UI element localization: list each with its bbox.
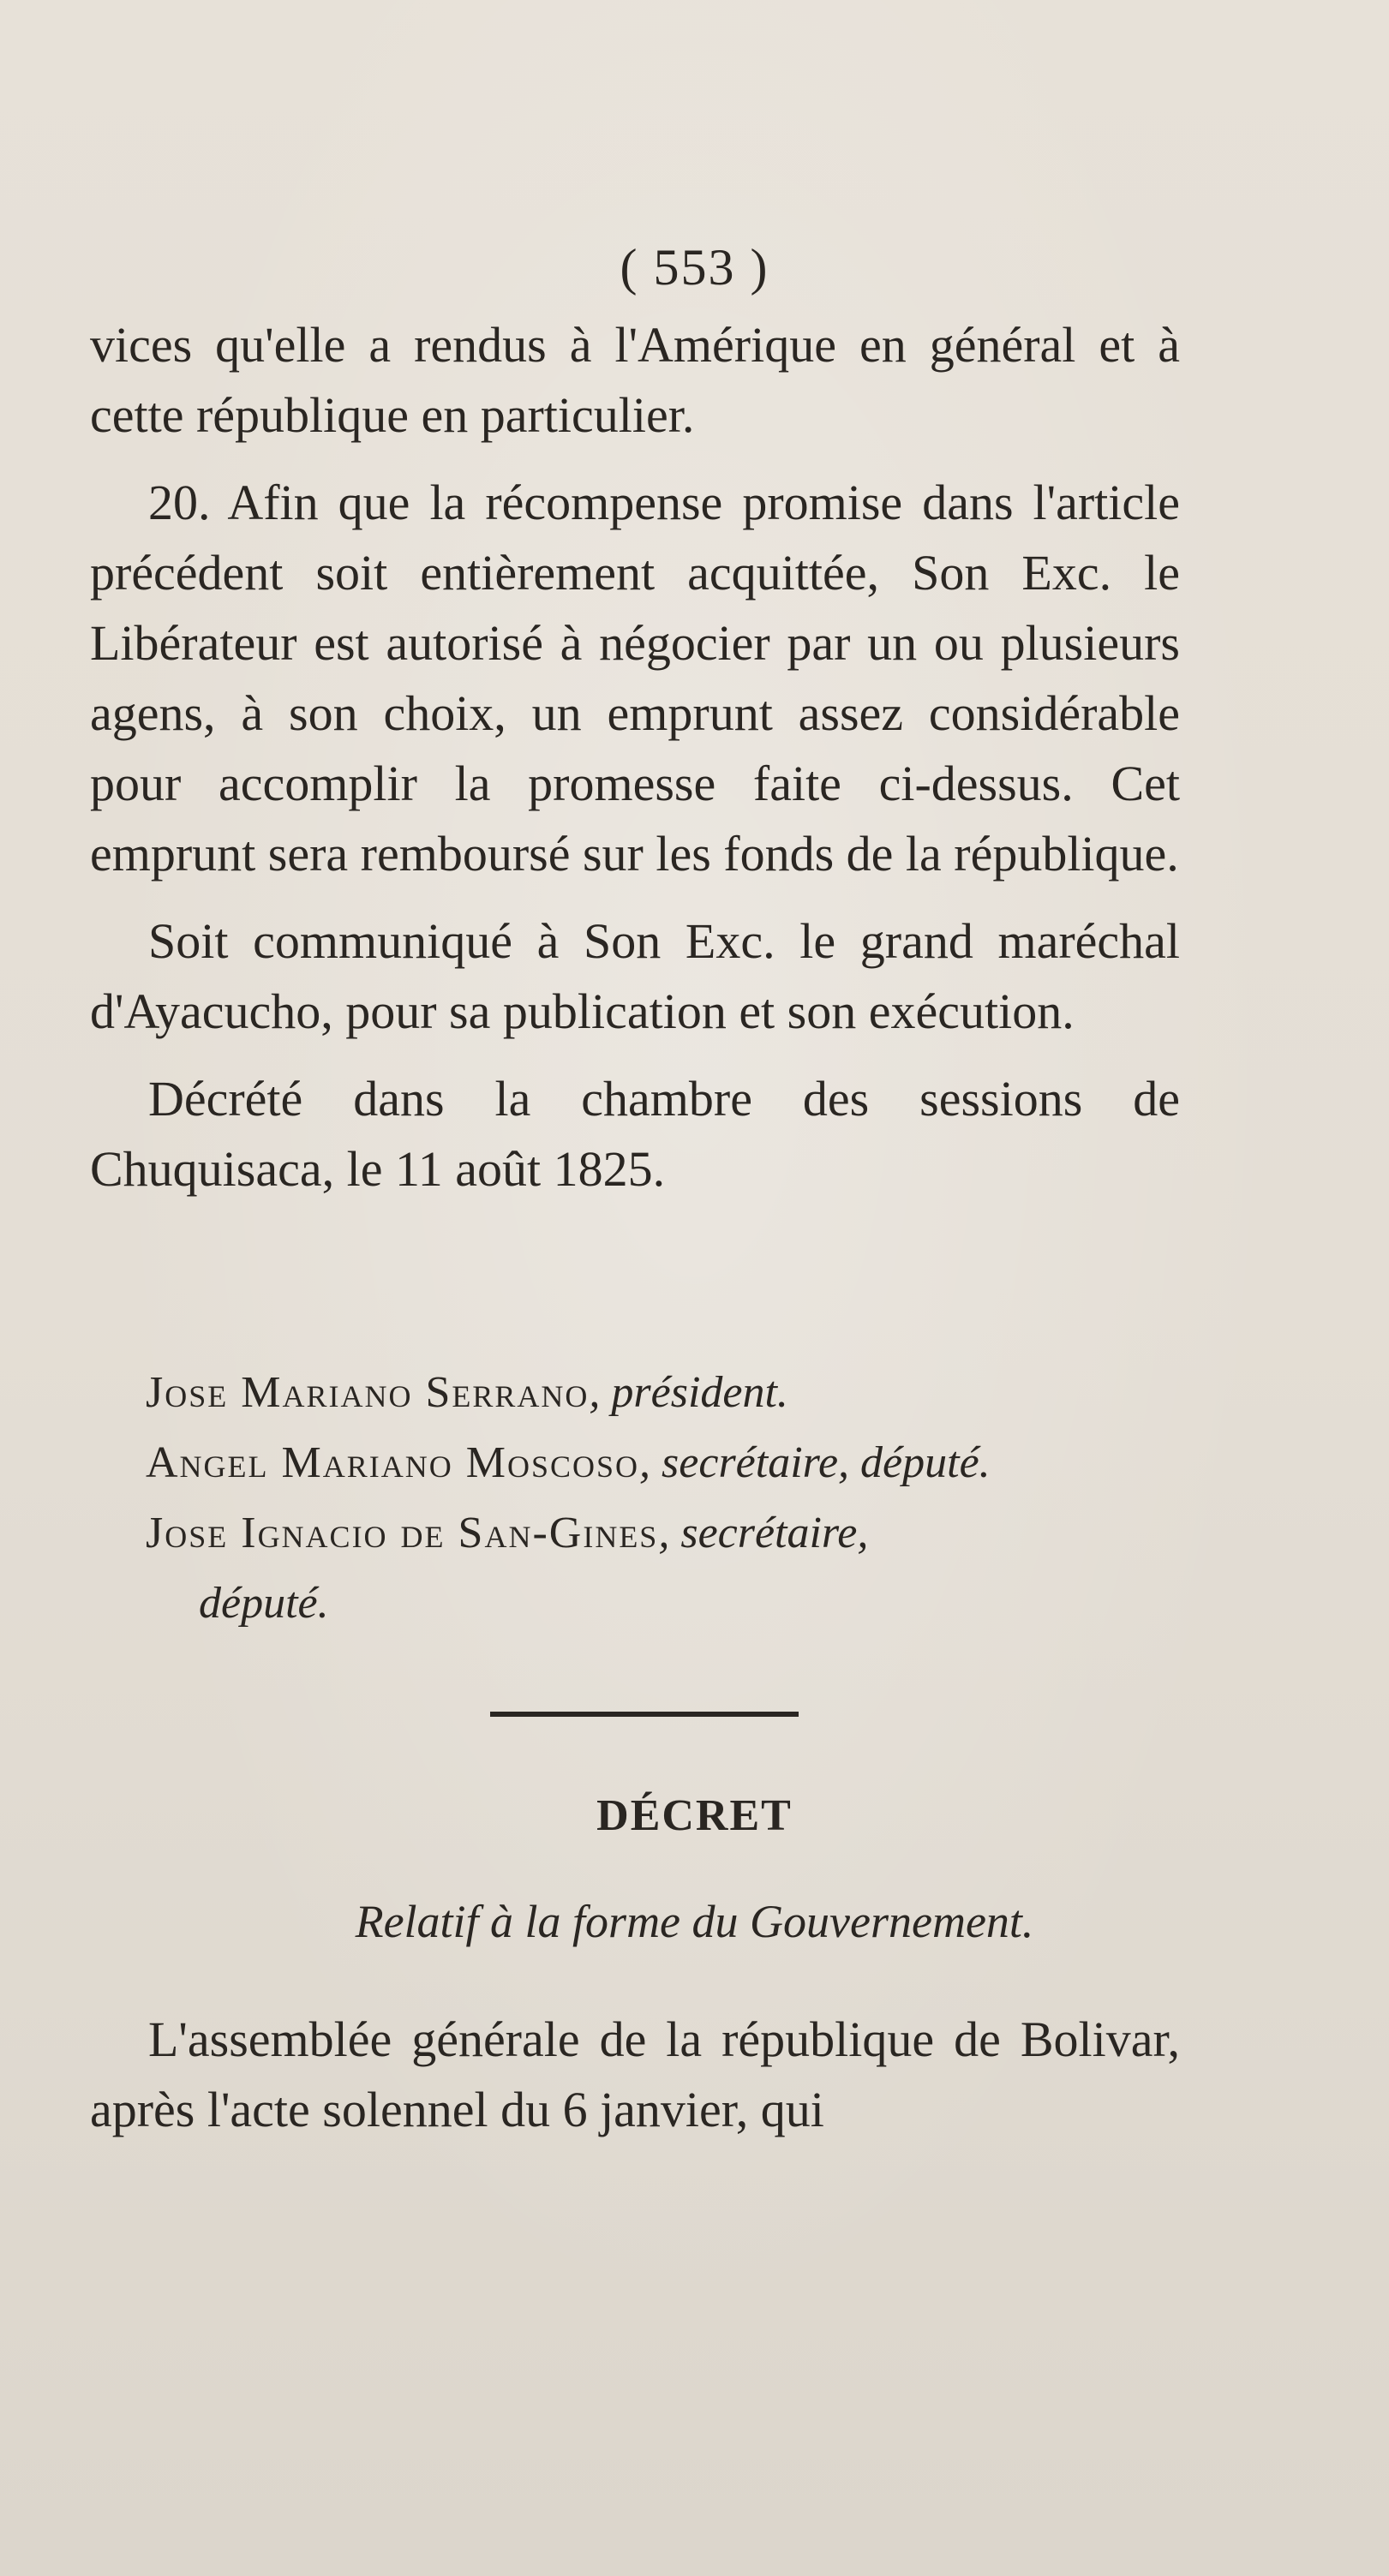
signatory-role: , secrétaire, député. — [639, 1438, 991, 1487]
decree-paragraph: L'assemblée générale de la république de Bolivar, après l'acte solennel du 6 janvier, qui — [90, 2011, 1180, 2137]
paragraph-communication: Soit communiqué à Son Exc. le grand maréchal d'Ayacucho, pour sa publication et son exécution. — [90, 913, 1180, 1039]
page-number: ( 553 ) — [620, 239, 769, 296]
paragraph-continuation: vices qu'elle a rendus à l'Amérique en général et à cette république en particulier. — [90, 317, 1180, 443]
decree-subtitle: Relatif à la forme du Gouvernement. — [355, 1896, 1034, 1947]
paragraph-article-20: 20. Afin que la récompense promise dans l'article précédent soit entièrement acquittée, Son Exc. le Libérateur est autorisé à négocier par un ou plusieurs agens, à son choix, un emprunt assez considérable pour accomplir la promesse faite ci-dessus. Cet emprunt sera remboursé sur les fonds de la république. — [90, 475, 1180, 882]
paragraph-decreed: Décrété dans la chambre des sessions de Chuquisaca, le 11 août 1825. — [90, 1071, 1180, 1197]
signature-line — [146, 1358, 1191, 1428]
signature-line-continuation — [146, 1569, 1191, 1639]
section-divider — [490, 1712, 799, 1717]
signatory-role: député. — [199, 1579, 329, 1628]
decree-text — [90, 2005, 1180, 2162]
main-text — [90, 310, 1180, 1222]
signatory-role: , président. — [589, 1368, 788, 1417]
signature-line — [146, 1498, 1191, 1569]
decree-title: DÉCRET — [596, 1791, 793, 1840]
signature-block — [146, 1358, 1191, 1639]
signatory-name: Angel Mariano Moscoso — [146, 1438, 640, 1487]
signatory-name: Jose Mariano Serrano — [146, 1368, 590, 1417]
signatory-role: , secrétaire, — [658, 1509, 869, 1557]
signatory-name: Jose Ignacio de San-Gines — [146, 1509, 659, 1557]
signature-line — [146, 1428, 1191, 1498]
